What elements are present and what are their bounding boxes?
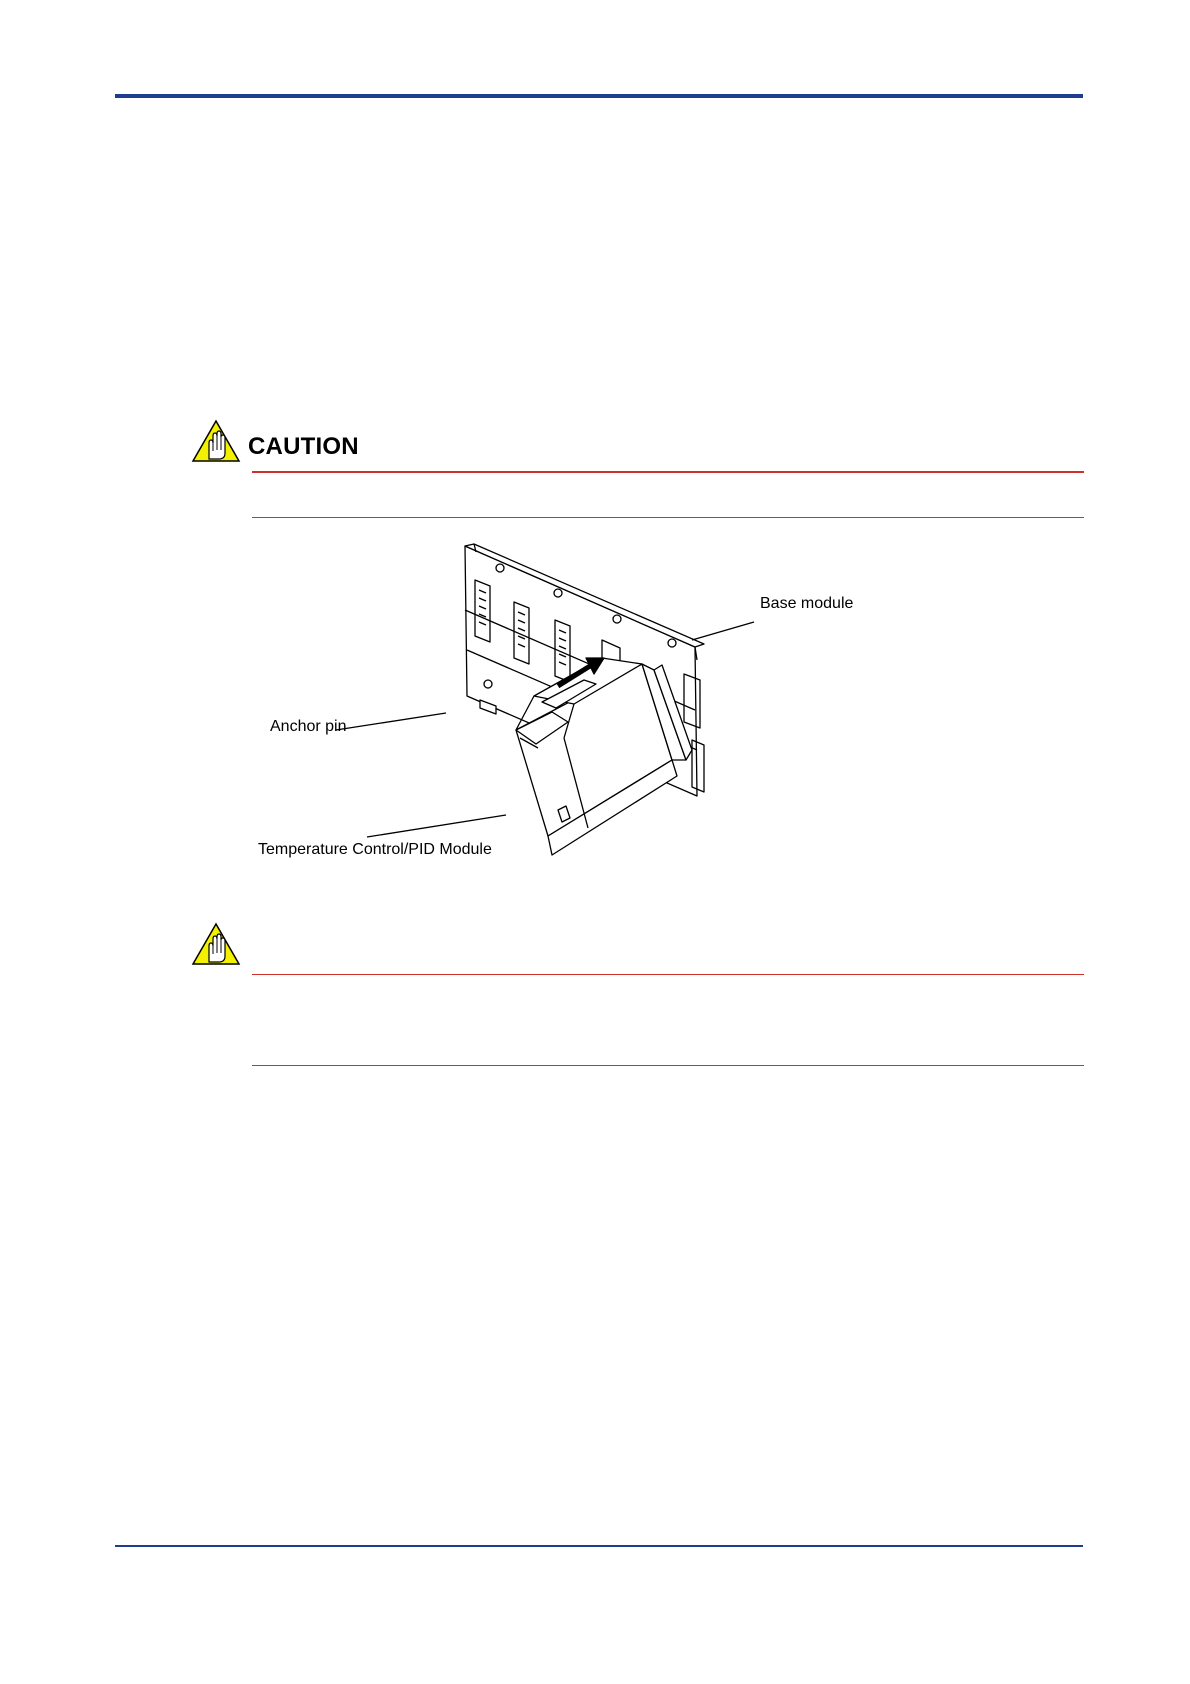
caution-title: CAUTION <box>248 433 359 460</box>
caution-rule-bottom <box>252 517 1084 518</box>
caution-hand-icon <box>191 922 241 966</box>
header-rule <box>115 94 1083 98</box>
pid-module-label: Temperature Control/PID Module <box>258 841 492 858</box>
anchor-pin-label: Anchor pin <box>270 718 347 735</box>
caution-rule-bottom <box>252 1065 1084 1066</box>
module-leader <box>367 815 506 837</box>
footer-rule <box>115 1545 1083 1547</box>
base-module-leader <box>692 622 754 640</box>
caution-rule-top <box>252 471 1084 473</box>
base-module-label: Base module <box>760 595 854 612</box>
anchor-pin-leader <box>336 713 446 730</box>
module-installation-figure <box>252 540 892 880</box>
caution-rule-top <box>252 974 1084 975</box>
caution-hand-icon <box>191 419 241 463</box>
